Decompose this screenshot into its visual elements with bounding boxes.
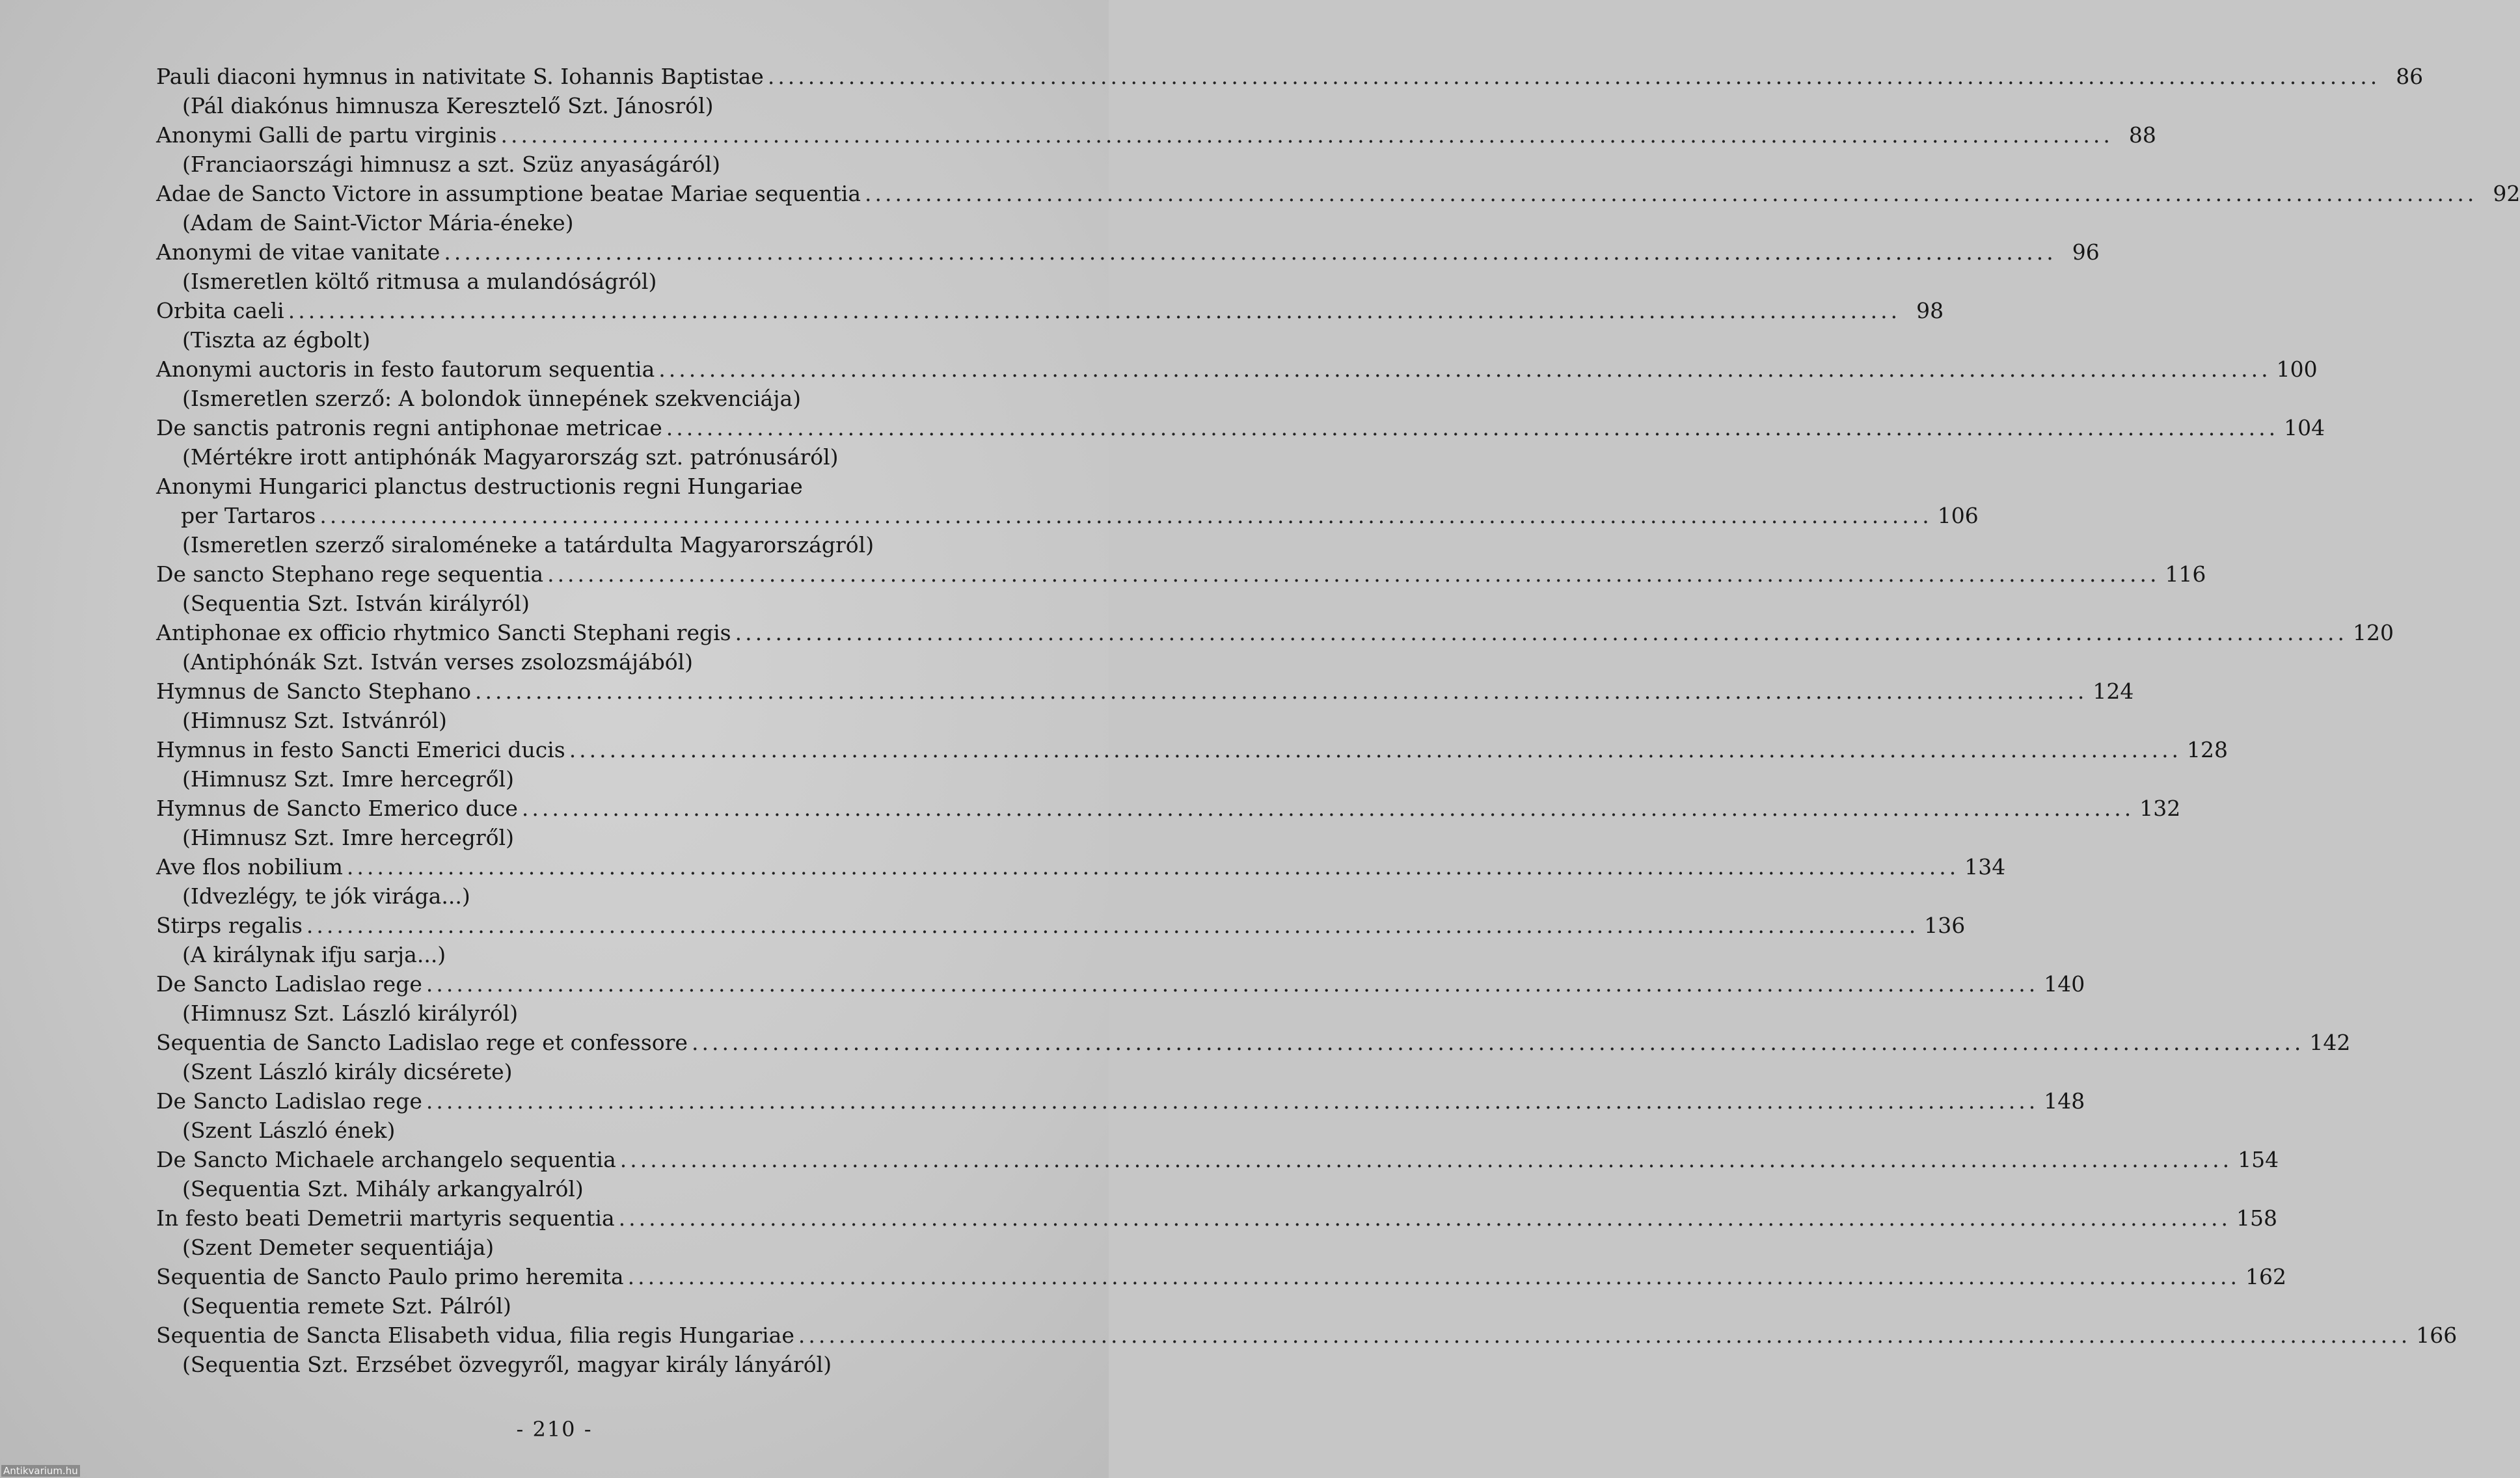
entry-translation: (Szent Demeter sequentiája) bbox=[182, 1235, 495, 1260]
dot-leader: ................................................................................................................................................................ bbox=[767, 64, 2381, 89]
page-ref: 98 bbox=[1916, 298, 1944, 323]
toc-entry bbox=[0, 559, 2206, 618]
dot-leader: ................................................................................................................................................................ bbox=[627, 1264, 2240, 1289]
dot-leader: ................................................................................................................................................................ bbox=[444, 239, 2057, 265]
entry-title: Anonymi Hungarici planctus destructionis regni Hungariae bbox=[156, 474, 803, 499]
entry-translation: (Himnusz Szt. László királyról) bbox=[182, 1001, 519, 1026]
toc-entry bbox=[0, 677, 2134, 735]
page-ref: 92 bbox=[2493, 181, 2520, 206]
dot-leader: ................................................................................................................................................................ bbox=[288, 298, 1901, 323]
page-ref: 166 bbox=[2416, 1323, 2458, 1348]
entry-translation: (Tiszta az égbolt) bbox=[182, 327, 371, 353]
page-ref: 120 bbox=[2352, 620, 2394, 645]
entry-translation: (Himnusz Szt. Istvánról) bbox=[182, 708, 447, 733]
dot-leader: ................................................................................................................................................................ bbox=[618, 1205, 2232, 1231]
entry-title: Antiphonae ex officio rhytmico Sancti Stephani regis bbox=[156, 620, 731, 645]
toc-entry bbox=[0, 618, 2394, 677]
page-ref: 134 bbox=[1964, 854, 2006, 880]
dot-leader: ................................................................................................................................................................ bbox=[547, 561, 2160, 587]
dot-leader: ................................................................................................................................................................ bbox=[865, 181, 2478, 206]
entry-translation: (Sequentia remete Szt. Pálról) bbox=[182, 1293, 511, 1319]
entry-title: Stirps regalis bbox=[156, 913, 303, 938]
toc-entry bbox=[0, 355, 2318, 413]
dot-leader: ................................................................................................................................................................ bbox=[500, 122, 2113, 148]
page-ref: 128 bbox=[2187, 737, 2229, 762]
entry-translation: (Antiphónák Szt. István verses zsolozsmájából) bbox=[182, 649, 694, 675]
entry-title: Anonymi auctoris in festo fautorum sequentia bbox=[156, 356, 655, 382]
page-ref: 148 bbox=[2044, 1088, 2085, 1114]
toc-entry bbox=[0, 1086, 2085, 1145]
dot-leader: ................................................................................................................................................................ bbox=[658, 356, 2271, 382]
toc-entry bbox=[0, 120, 2156, 179]
page-ref: 124 bbox=[2093, 679, 2134, 704]
dot-leader: ................................................................................................................................................................ bbox=[306, 913, 1919, 938]
toc-entry bbox=[0, 237, 2100, 296]
entry-title: In festo beati Demetrii martyris sequentia bbox=[156, 1205, 615, 1231]
entry-title: Hymnus de Sancto Emerico duce bbox=[156, 796, 518, 821]
dot-leader: ................................................................................................................................................................ bbox=[798, 1323, 2411, 1348]
toc-entry bbox=[0, 1262, 2286, 1321]
entry-title: Hymnus de Sancto Stephano bbox=[156, 679, 471, 704]
page-ref: 154 bbox=[2238, 1147, 2279, 1172]
page-ref: 86 bbox=[2396, 64, 2424, 89]
page-ref: 116 bbox=[2165, 561, 2206, 587]
dot-leader: ................................................................................................................................................................ bbox=[319, 503, 1932, 528]
toc-entry bbox=[0, 911, 1966, 969]
dot-leader: ................................................................................................................................................................ bbox=[666, 415, 2279, 440]
entry-title: Pauli diaconi hymnus in nativitate S. Iohannis Baptistae bbox=[156, 64, 764, 89]
entry-title: Anonymi Galli de partu virginis bbox=[156, 122, 497, 148]
watermark: Antikvarium.hu bbox=[1, 1465, 80, 1477]
dot-leader: ................................................................................................................................................................ bbox=[346, 854, 1960, 880]
entry-translation: (Sequentia Szt. István királyról) bbox=[182, 591, 530, 616]
page-ref: 104 bbox=[2284, 415, 2325, 440]
toc-entry bbox=[0, 1028, 2351, 1086]
dot-leader: ................................................................................................................................................................ bbox=[691, 1030, 2305, 1055]
entry-title: Sequentia de Sancta Elisabeth vidua, filia regis Hungariae bbox=[156, 1323, 794, 1348]
entry-translation: (Adam de Saint-Victor Mária-éneke) bbox=[182, 210, 574, 235]
toc-entry bbox=[0, 413, 2325, 472]
entry-title: De Sancto Ladislao rege bbox=[156, 971, 422, 997]
entry-title: De sancto Stephano rege sequentia bbox=[156, 561, 544, 587]
entry-title: Adae de Sancto Victore in assumptione beatae Mariae sequentia bbox=[156, 181, 861, 206]
entry-translation: (Idvezlégy, te jók virága...) bbox=[182, 883, 470, 909]
page-ref: 136 bbox=[1924, 913, 1966, 938]
page-ref: 100 bbox=[2276, 356, 2318, 382]
entry-translation: (Ismeretlen szerző: A bolondok ünnepének szekvenciája) bbox=[182, 386, 801, 411]
entry-title: Anonymi de vitae vanitate bbox=[156, 239, 440, 265]
page-ref: 142 bbox=[2309, 1030, 2351, 1055]
entry-translation: (Sequentia Szt. Erzsébet özvegyről, magyar király lányáról) bbox=[182, 1352, 832, 1377]
entry-translation: (Franciaországi himnusz a szt. Szüz anyaságáról) bbox=[182, 152, 720, 177]
page-ref: 96 bbox=[2072, 239, 2100, 265]
toc-entry bbox=[0, 794, 2181, 852]
dot-leader: ................................................................................................................................................................ bbox=[569, 737, 2182, 762]
entry-translation: (Ismeretlen szerző siraloméneke a tatárdulta Magyarországról) bbox=[182, 532, 874, 558]
entry-translation: (A királynak ifju sarja...) bbox=[182, 942, 446, 967]
entry-title: De sanctis patronis regni antiphonae metricae bbox=[156, 415, 662, 440]
toc-entry bbox=[0, 472, 1979, 559]
dot-leader: ................................................................................................................................................................ bbox=[426, 1088, 2039, 1114]
toc-entry bbox=[0, 179, 2520, 237]
entry-title: Orbita caeli bbox=[156, 298, 284, 323]
toc-entry bbox=[0, 1203, 2278, 1262]
toc-entry bbox=[0, 969, 2085, 1028]
entry-translation: (Sequentia Szt. Mihály arkangyalról) bbox=[182, 1176, 584, 1202]
toc-entry bbox=[0, 1321, 2458, 1379]
toc-entry bbox=[0, 62, 2424, 120]
page-ref: 162 bbox=[2245, 1264, 2286, 1289]
entry-title: Hymnus in festo Sancti Emerici ducis bbox=[156, 737, 565, 762]
dot-leader: ................................................................................................................................................................ bbox=[735, 620, 2348, 645]
dot-leader: ................................................................................................................................................................ bbox=[426, 971, 2039, 997]
entry-translation: (Pál diakónus himnusza Keresztelő Szt. Jánosról) bbox=[182, 93, 714, 118]
entry-translation: (Himnusz Szt. Imre hercegről) bbox=[182, 766, 514, 792]
page-ref: 132 bbox=[2139, 796, 2181, 821]
entry-translation: (Szent László király dicsérete) bbox=[182, 1059, 513, 1084]
entry-title: De Sancto Ladislao rege bbox=[156, 1088, 422, 1114]
dot-leader: ................................................................................................................................................................ bbox=[619, 1147, 2233, 1172]
entry-translation: (Himnusz Szt. Imre hercegről) bbox=[182, 825, 514, 850]
toc-entry bbox=[0, 1145, 2279, 1203]
entry-title-continuation: per Tartaros bbox=[181, 503, 316, 528]
entry-title: Ave flos nobilium bbox=[156, 854, 343, 880]
entry-title: Sequentia de Sancto Paulo primo heremita bbox=[156, 1264, 624, 1289]
toc-entry bbox=[0, 735, 2229, 794]
table-of-contents bbox=[0, 62, 2520, 1379]
page-ref: 88 bbox=[2128, 122, 2156, 148]
page-number: - 210 - bbox=[516, 1417, 593, 1442]
dot-leader: ................................................................................................................................................................ bbox=[521, 796, 2135, 821]
page-ref: 106 bbox=[1937, 503, 1979, 528]
entry-translation: (Ismeretlen költő ritmusa a mulandóságról) bbox=[182, 269, 657, 294]
dot-leader: ................................................................................................................................................................ bbox=[475, 679, 2088, 704]
entry-title: Sequentia de Sancto Ladislao rege et confessore bbox=[156, 1030, 688, 1055]
entry-translation: (Szent László ének) bbox=[182, 1118, 396, 1143]
entry-translation: (Mértékre irott antiphónák Magyarország szt. patrónusáról) bbox=[182, 444, 839, 470]
toc-entry bbox=[0, 852, 2006, 911]
entry-title: De Sancto Michaele archangelo sequentia bbox=[156, 1147, 616, 1172]
toc-entry bbox=[0, 296, 1944, 355]
page-ref: 158 bbox=[2236, 1205, 2278, 1231]
page-ref: 140 bbox=[2044, 971, 2085, 997]
